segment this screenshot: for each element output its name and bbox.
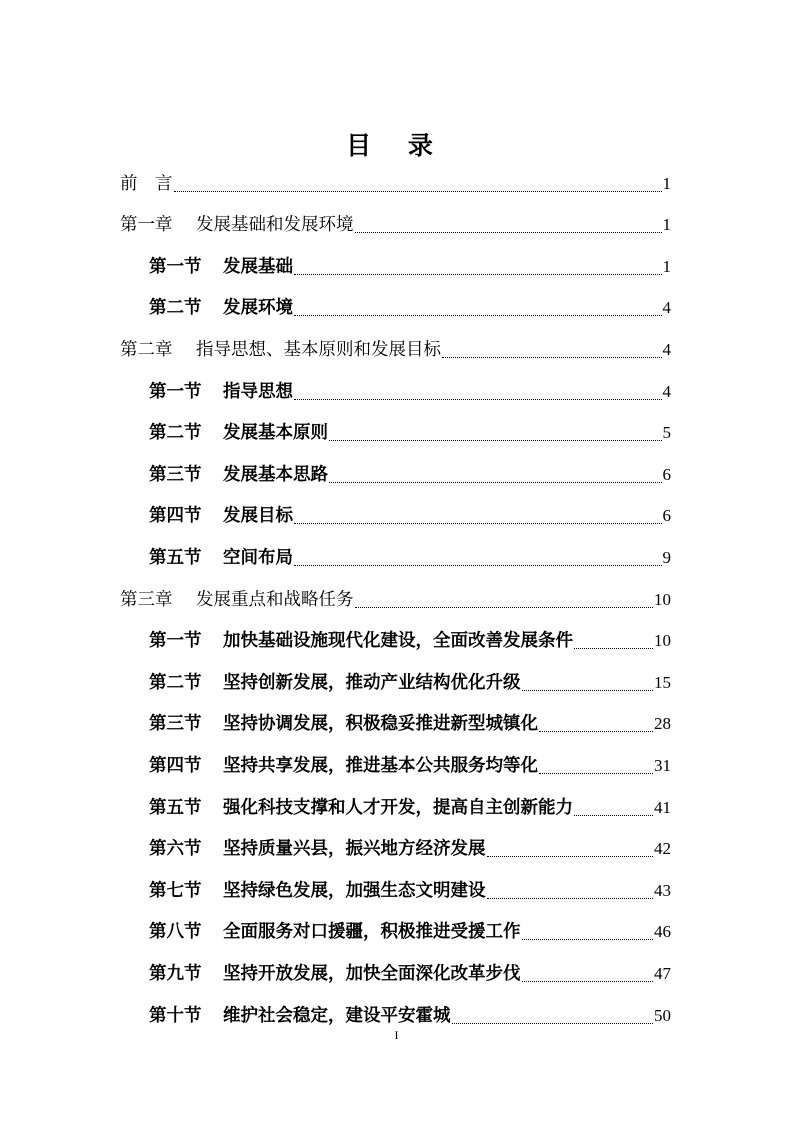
toc-entry-3-10[interactable] [149,1002,671,1030]
page-title: 目 录 [346,131,447,160]
toc-entry-text: 发展基础 [223,257,293,277]
toc-entry-number: 第十节 [149,1006,202,1026]
toc-entry-text: 坚持创新发展，推动产业结构优化升级 [223,673,521,693]
dot-leader [522,690,654,691]
toc-entry-text: 坚持协调发展，积极稳妥推进新型城镇化 [223,714,538,734]
toc-entry-page: 4 [662,298,671,317]
toc-entry-number: 第八节 [149,922,202,942]
toc-entry-page: 1 [662,257,671,276]
toc-entry-number: 第四节 [149,506,202,526]
toc-entry-number: 第一节 [149,257,202,277]
toc-entry-page: 46 [654,922,671,941]
toc-entry-page: 1 [662,174,671,193]
toc-entry-page: 28 [654,714,671,733]
toc-entry-text: 发展重点和战略任务 [196,590,354,610]
toc-entry-page: 6 [662,506,671,525]
toc-entry-3-5[interactable] [149,794,671,822]
dot-leader [294,399,662,400]
toc-entry-3-3[interactable] [149,710,671,738]
toc-entry-2-1[interactable] [149,378,671,406]
dot-leader [355,232,662,233]
dot-leader [329,482,662,483]
toc-entry-chapter-3[interactable] [120,586,671,614]
toc-entry-page: 6 [662,465,671,484]
toc-entry-page: 41 [654,798,671,817]
toc-entry-number: 第二节 [149,423,202,443]
toc-entry-2-2[interactable] [149,419,671,447]
dot-leader [442,357,662,358]
toc-entry-text: 发展目标 [223,506,293,526]
toc-entry-2-5[interactable] [149,544,671,572]
dot-leader [294,565,662,566]
toc-entry-text: 发展基本原则 [223,423,328,443]
toc-entry-text: 发展基本思路 [223,465,328,485]
dot-leader [539,773,653,774]
toc-entry-page: 5 [662,423,671,442]
toc-entry-page: 1 [662,215,671,234]
toc-entry-text: 加快基础设施现代化建设，全面改善发展条件 [223,631,573,651]
toc-entry-page: 10 [654,590,671,609]
toc-entry-page: 50 [654,1006,671,1025]
toc-entry-number: 第五节 [149,548,202,568]
toc-entry-text: 发展基础和发展环境 [196,215,354,235]
dot-leader [539,731,653,732]
toc-entry-3-6[interactable] [149,835,671,863]
dot-leader [294,523,662,524]
dot-leader [452,1023,654,1024]
dot-leader [487,898,654,899]
toc-entry-text: 发展环境 [223,298,293,318]
toc-entry-number: 第五节 [149,798,202,818]
toc-entry-chapter-2[interactable] [120,336,671,364]
toc-entry-number: 前 言 [120,174,173,194]
dot-leader [174,191,662,192]
toc-entry-page: 15 [654,673,671,692]
dot-leader [294,315,662,316]
toc-entry-3-7[interactable] [149,877,671,905]
toc-entry-number: 第三章 [120,590,173,610]
toc-entry-text: 坚持共享发展，推进基本公共服务均等化 [223,756,538,776]
toc-entry-1-2[interactable] [149,294,671,322]
dot-leader [522,981,654,982]
toc-entry-page: 4 [662,382,671,401]
dot-leader [574,648,653,649]
dot-leader [522,939,654,940]
toc-entry-page: 31 [654,756,671,775]
toc-entry-3-2[interactable] [149,669,671,697]
toc-entry-number: 第一节 [149,631,202,651]
toc-entry-text: 空间布局 [223,548,293,568]
toc-entry-text: 指导思想 [223,382,293,402]
toc-entry-page: 10 [654,631,671,650]
toc-entry-number: 第二章 [120,340,173,360]
toc-entry-number: 第三节 [149,465,202,485]
toc-entry-page: 43 [654,881,671,900]
page-number: I [394,1028,399,1042]
toc-entry-page: 47 [654,964,671,983]
toc-entry-3-8[interactable] [149,918,671,946]
toc-entry-number: 第一节 [149,382,202,402]
toc-entry-number: 第三节 [149,714,202,734]
toc-entry-text: 坚持开放发展，加快全面深化改革步伐 [223,964,521,984]
toc-entry-3-1[interactable] [149,627,671,655]
toc-entry-page: 4 [662,340,671,359]
toc-entry-text: 坚持绿色发展，加强生态文明建设 [223,881,486,901]
toc-entry-text: 坚持质量兴县，振兴地方经济发展 [223,839,486,859]
toc-entry-text: 强化科技支撑和人才开发，提高自主创新能力 [223,798,573,818]
toc-entry-number: 第一章 [120,215,173,235]
toc-entry-page: 42 [654,839,671,858]
dot-leader [574,815,653,816]
toc-entry-1-1[interactable] [149,253,671,281]
toc-entry-number: 第六节 [149,839,202,859]
toc-entry-number: 第九节 [149,964,202,984]
dot-leader [329,440,662,441]
toc-entry-number: 第二节 [149,673,202,693]
toc-entry-number: 第二节 [149,298,202,318]
toc-entry-number: 第四节 [149,756,202,776]
toc-entry-2-3[interactable] [149,461,671,489]
toc-entry-3-4[interactable] [149,752,671,780]
toc-entry-text: 维护社会稳定，建设平安霍城 [223,1006,451,1026]
dot-leader [294,274,662,275]
toc-entry-text: 全面服务对口援疆，积极推进受援工作 [223,922,521,942]
toc-entry-3-9[interactable] [149,960,671,988]
toc-entry-text: 指导思想、基本原则和发展目标 [196,340,441,360]
dot-leader [487,856,654,857]
toc-entry-2-4[interactable] [149,502,671,530]
toc-entry-page: 9 [662,548,671,567]
toc-entry-preface[interactable] [120,170,671,198]
toc-entry-chapter-1[interactable] [120,211,671,239]
dot-leader [355,607,654,608]
toc-entry-number: 第七节 [149,881,202,901]
